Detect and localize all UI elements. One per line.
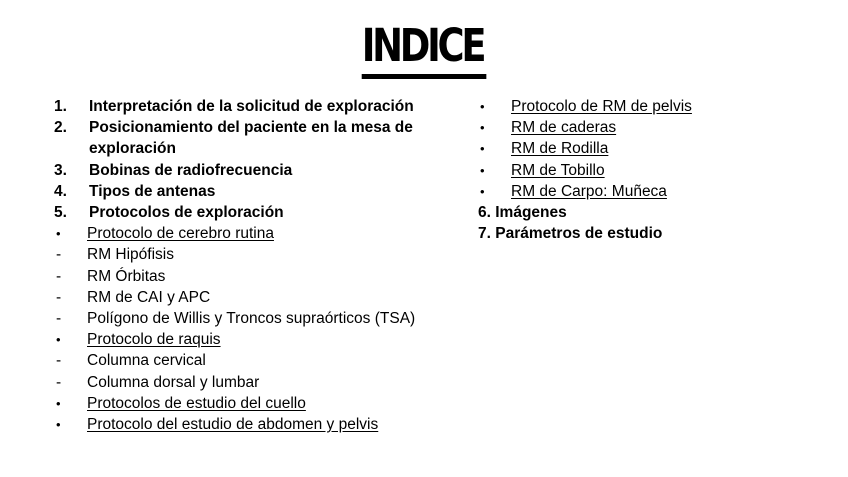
item-text-wrapper	[87, 414, 454, 435]
item-text-wrapper	[89, 181, 454, 202]
item-link-text[interactable]: Protocolo de RM de pelvis	[511, 98, 692, 115]
item-text-wrapper	[89, 117, 454, 159]
item-number: 1.	[54, 98, 67, 115]
item-text-wrapper	[89, 202, 454, 223]
item-text-wrapper	[87, 350, 454, 371]
item-text-wrapper	[511, 181, 818, 202]
item-link-text[interactable]: RM de Rodilla	[511, 140, 609, 158]
bullet-marker: •	[480, 120, 485, 136]
item-link-text[interactable]: Protocolos de estudio del cuello	[87, 394, 306, 412]
bullet-marker: •	[480, 162, 485, 178]
index-left-column	[54, 96, 454, 435]
item-text: Bobinas de radiofrecuencia	[89, 161, 293, 179]
index-item	[54, 372, 454, 393]
item-text: 6. Imágenes	[478, 204, 567, 222]
index-link-item[interactable]	[54, 393, 454, 414]
item-link-text[interactable]: Protocolo de cerebro rutina	[87, 225, 274, 243]
item-text: RM Hipófisis	[87, 246, 174, 264]
bullet-marker: •	[56, 395, 61, 411]
item-number: 5.	[54, 204, 67, 222]
index-item	[54, 287, 454, 308]
item-number: 3.	[54, 161, 67, 179]
index-item	[54, 202, 454, 223]
item-text: Posicionamiento del paciente en la mesa de exploración	[89, 119, 413, 158]
page-title	[0, 20, 848, 79]
dash-marker: -	[56, 352, 62, 370]
item-text-wrapper	[87, 287, 454, 308]
dash-marker: -	[56, 288, 62, 306]
item-text-wrapper	[87, 266, 454, 287]
index-right-column	[478, 96, 818, 244]
index-item	[478, 202, 818, 223]
item-text: 7. Parámetros de estudio	[478, 225, 663, 243]
index-link-item[interactable]	[54, 223, 454, 244]
page-title-text: INDICE	[362, 20, 487, 79]
index-item	[54, 117, 454, 159]
bullet-marker: •	[480, 141, 485, 157]
item-text-wrapper	[87, 393, 454, 414]
item-text-wrapper	[87, 329, 454, 350]
item-text-wrapper	[511, 160, 818, 181]
dash-marker: -	[56, 267, 62, 285]
item-number: 2.	[54, 119, 67, 137]
index-item	[54, 96, 454, 117]
dash-marker: -	[56, 310, 62, 328]
item-text-wrapper	[478, 223, 818, 244]
index-link-item[interactable]	[478, 181, 818, 202]
index-item	[478, 223, 818, 244]
index-item	[54, 350, 454, 371]
item-text: Columna dorsal y lumbar	[87, 373, 260, 391]
bullet-marker: •	[480, 99, 485, 114]
item-text: Interpretación de la solicitud de exploración	[89, 98, 414, 115]
index-item	[54, 181, 454, 202]
index-link-item[interactable]	[54, 414, 454, 435]
bullet-marker: •	[56, 332, 61, 348]
bullet-marker: •	[56, 417, 61, 433]
item-text: Tipos de antenas	[89, 182, 216, 200]
index-link-item[interactable]	[478, 96, 818, 117]
item-text-wrapper	[87, 223, 454, 244]
dash-marker: -	[56, 246, 62, 264]
item-text-wrapper	[87, 372, 454, 393]
item-link-text[interactable]: RM de caderas	[511, 119, 617, 137]
item-link-text[interactable]: RM de Tobillo	[511, 161, 605, 179]
item-number: 4.	[54, 182, 67, 200]
index-link-item[interactable]	[478, 117, 818, 138]
item-text-wrapper	[511, 96, 818, 117]
index-item	[54, 308, 454, 329]
item-text-wrapper	[478, 202, 818, 223]
item-link-text[interactable]: Protocolo del estudio de abdomen y pelvis	[87, 416, 379, 434]
bullet-marker: •	[56, 226, 61, 242]
index-link-item[interactable]	[478, 160, 818, 181]
item-text-wrapper	[89, 96, 454, 117]
bullet-marker: •	[480, 183, 485, 199]
index-item	[54, 244, 454, 265]
item-link-text[interactable]: Protocolo de raquis	[87, 331, 221, 349]
item-text: Polígono de Willis y Troncos supraórticos (TSA)	[87, 310, 416, 328]
index-link-item[interactable]	[478, 138, 818, 159]
item-text: RM Órbitas	[87, 267, 166, 285]
index-link-item[interactable]	[54, 329, 454, 350]
item-text-wrapper	[87, 244, 454, 265]
item-text: Protocolos de exploración	[89, 204, 284, 222]
item-link-text[interactable]: RM de Carpo: Muñeca	[511, 182, 667, 200]
index-item	[54, 160, 454, 181]
index-item	[54, 266, 454, 287]
item-text: Columna cervical	[87, 352, 206, 370]
item-text-wrapper	[87, 308, 454, 329]
item-text-wrapper	[89, 160, 454, 181]
item-text-wrapper	[511, 117, 818, 138]
item-text: RM de CAI y APC	[87, 288, 211, 306]
item-text-wrapper	[511, 138, 818, 159]
dash-marker: -	[56, 373, 62, 391]
